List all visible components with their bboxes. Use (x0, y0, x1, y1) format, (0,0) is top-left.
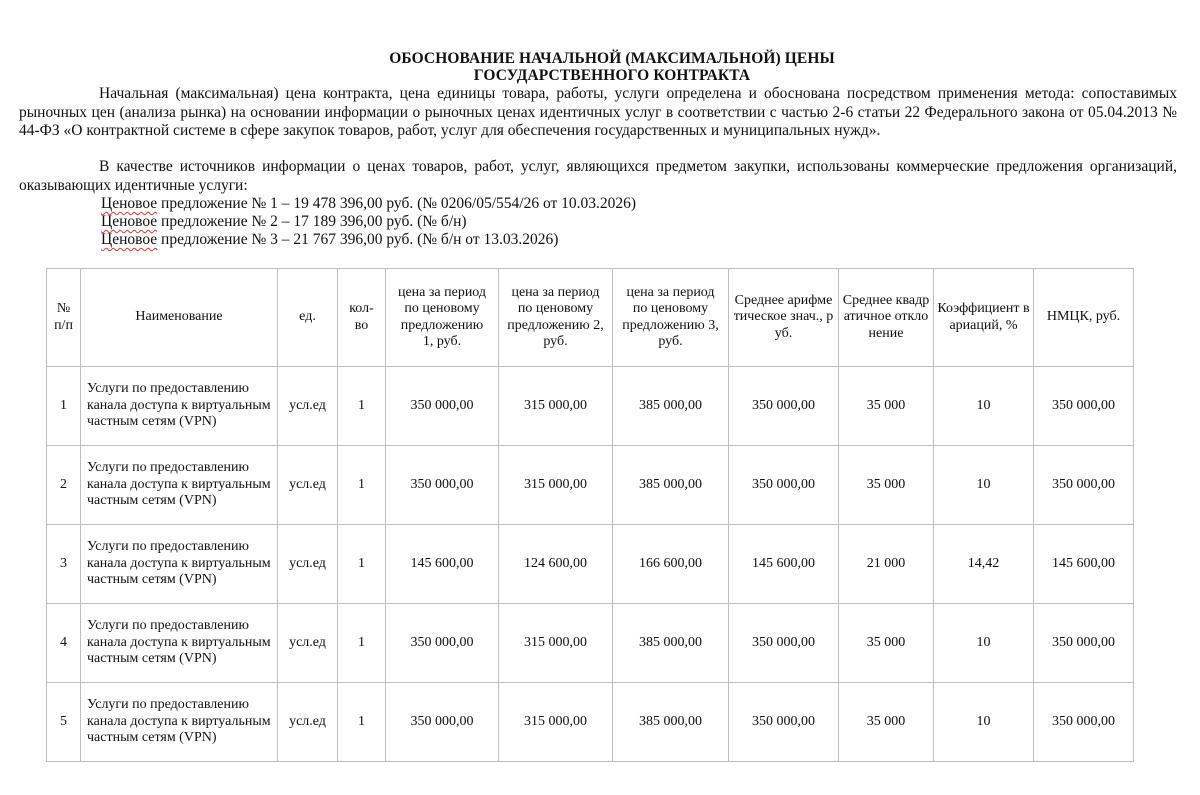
price-offer-text: предложение № 1 – 19 478 396,00 руб. (№ 0206/05/554/26 от 10.03.2026) (157, 195, 637, 212)
header-unit: ед. (278, 269, 338, 367)
row-quantity: 1 (338, 367, 386, 446)
row-std: 35 000 (839, 367, 934, 446)
row-price-3: 385 000,00 (613, 604, 729, 683)
table-row (47, 446, 1134, 525)
row-name: Услуги по предоставлению канала доступа к виртуальным частным сетям (VPN) (81, 604, 278, 683)
paragraph-sources-text: В качестве источников информации о ценах товаров, работ, услуг, являющихся предметом закупки, использованы коммерческие предложения организаций, оказывающих идентичные услуги: (19, 158, 1177, 194)
row-cv: 10 (934, 604, 1034, 683)
row-price-3: 166 600,00 (613, 525, 729, 604)
spellcheck-word[interactable]: Ценовое (101, 213, 158, 230)
row-average: 350 000,00 (729, 446, 839, 525)
row-number: 2 (47, 446, 81, 525)
row-price-3: 385 000,00 (613, 367, 729, 446)
row-price-2: 315 000,00 (499, 683, 613, 762)
row-price-2: 315 000,00 (499, 367, 613, 446)
row-price-3: 385 000,00 (613, 446, 729, 525)
header-price-offer-1: цена за период по ценовому предложению 1, руб. (386, 269, 499, 367)
row-average: 350 000,00 (729, 367, 839, 446)
row-unit: усл.ед (278, 367, 338, 446)
row-std: 35 000 (839, 604, 934, 683)
row-name: Услуги по предоставлению канала доступа к виртуальным частным сетям (VPN) (81, 446, 278, 525)
row-price-1: 145 600,00 (386, 525, 499, 604)
row-cv: 10 (934, 367, 1034, 446)
header-quantity: кол-во (338, 269, 386, 367)
row-price-1: 350 000,00 (386, 446, 499, 525)
price-offer-text: предложение № 3 – 21 767 396,00 руб. (№ б/н от 13.03.2026) (157, 231, 559, 248)
row-cv: 10 (934, 446, 1034, 525)
header-variation-coefficient: Коэффициент вариаций, % (934, 269, 1034, 367)
row-quantity: 1 (338, 683, 386, 762)
row-nmck: 350 000,00 (1034, 683, 1134, 762)
row-name: Услуги по предоставлению канала доступа к виртуальным частным сетям (VPN) (81, 367, 278, 446)
row-price-1: 350 000,00 (386, 604, 499, 683)
document-title-line1: ОБОСНОВАНИЕ НАЧАЛЬНОЙ (МАКСИМАЛЬНОЙ) ЦЕНЫ (389, 50, 835, 67)
header-std-deviation: Среднее квадратичное отклонение (839, 269, 934, 367)
row-price-1: 350 000,00 (386, 683, 499, 762)
row-price-2: 124 600,00 (499, 525, 613, 604)
header-average: Среднее арифметическое знач., руб. (729, 269, 839, 367)
paragraph-sources (19, 158, 1177, 195)
row-number: 5 (47, 683, 81, 762)
row-number: 3 (47, 525, 81, 604)
row-std: 21 000 (839, 525, 934, 604)
price-justification-table (46, 268, 1134, 762)
table-header-row (47, 269, 1134, 367)
row-number: 1 (47, 367, 81, 446)
row-unit: усл.ед (278, 446, 338, 525)
row-number: 4 (47, 604, 81, 683)
row-unit: усл.ед (278, 604, 338, 683)
row-name: Услуги по предоставлению канала доступа к виртуальным частным сетям (VPN) (81, 683, 278, 762)
row-nmck: 145 600,00 (1034, 525, 1134, 604)
row-nmck: 350 000,00 (1034, 446, 1134, 525)
header-name: Наименование (81, 269, 278, 367)
row-cv: 10 (934, 683, 1034, 762)
document-title-line2: ГОСУДАРСТВЕННОГО КОНТРАКТА (473, 67, 751, 84)
table-row (47, 604, 1134, 683)
row-unit: усл.ед (278, 525, 338, 604)
table-row (47, 367, 1134, 446)
header-number: № п/п (47, 269, 81, 367)
spellcheck-word[interactable]: Ценовое (101, 195, 158, 212)
header-price-offer-3: цена за период по ценовому предложению 3, руб. (613, 269, 729, 367)
header-price-offer-2: цена за период по ценовому предложению 2, руб. (499, 269, 613, 367)
paragraph-method (19, 85, 1177, 141)
row-name: Услуги по предоставлению канала доступа к виртуальным частным сетям (VPN) (81, 525, 278, 604)
paragraph-method-text: Начальная (максимальная) цена контракта, цена единицы товара, работы, услуги определена и обоснована посредством применения метода: сопоставимых рыночных цен (анализа рынка) на основании информации о рыночных ценах идентичных услуг в соответствии с частью 2-6 статьи 22 Федерального закона от 05.04.2013 № 44-ФЗ «О контрактной системе в сфере закупок товаров, работ, услуг для обеспечения государственных и муниципальных нужд». (19, 85, 1177, 139)
spellcheck-word[interactable]: Ценовое (101, 231, 158, 248)
price-offer-text: предложение № 2 – 17 189 396,00 руб. (№ б/н) (157, 213, 467, 230)
row-unit: усл.ед (278, 683, 338, 762)
row-average: 350 000,00 (729, 604, 839, 683)
row-price-2: 315 000,00 (499, 604, 613, 683)
row-quantity: 1 (338, 446, 386, 525)
header-nmck: НМЦК, руб. (1034, 269, 1134, 367)
price-offer-2 (101, 213, 467, 231)
price-offer-3 (101, 231, 558, 249)
row-quantity: 1 (338, 525, 386, 604)
row-quantity: 1 (338, 604, 386, 683)
row-average: 350 000,00 (729, 683, 839, 762)
row-cv: 14,42 (934, 525, 1034, 604)
row-price-1: 350 000,00 (386, 367, 499, 446)
row-price-2: 315 000,00 (499, 446, 613, 525)
row-std: 35 000 (839, 683, 934, 762)
table-row (47, 683, 1134, 762)
price-offer-1 (101, 195, 636, 213)
row-nmck: 350 000,00 (1034, 367, 1134, 446)
row-nmck: 350 000,00 (1034, 604, 1134, 683)
row-std: 35 000 (839, 446, 934, 525)
table-row (47, 525, 1134, 604)
row-price-3: 385 000,00 (613, 683, 729, 762)
row-average: 145 600,00 (729, 525, 839, 604)
